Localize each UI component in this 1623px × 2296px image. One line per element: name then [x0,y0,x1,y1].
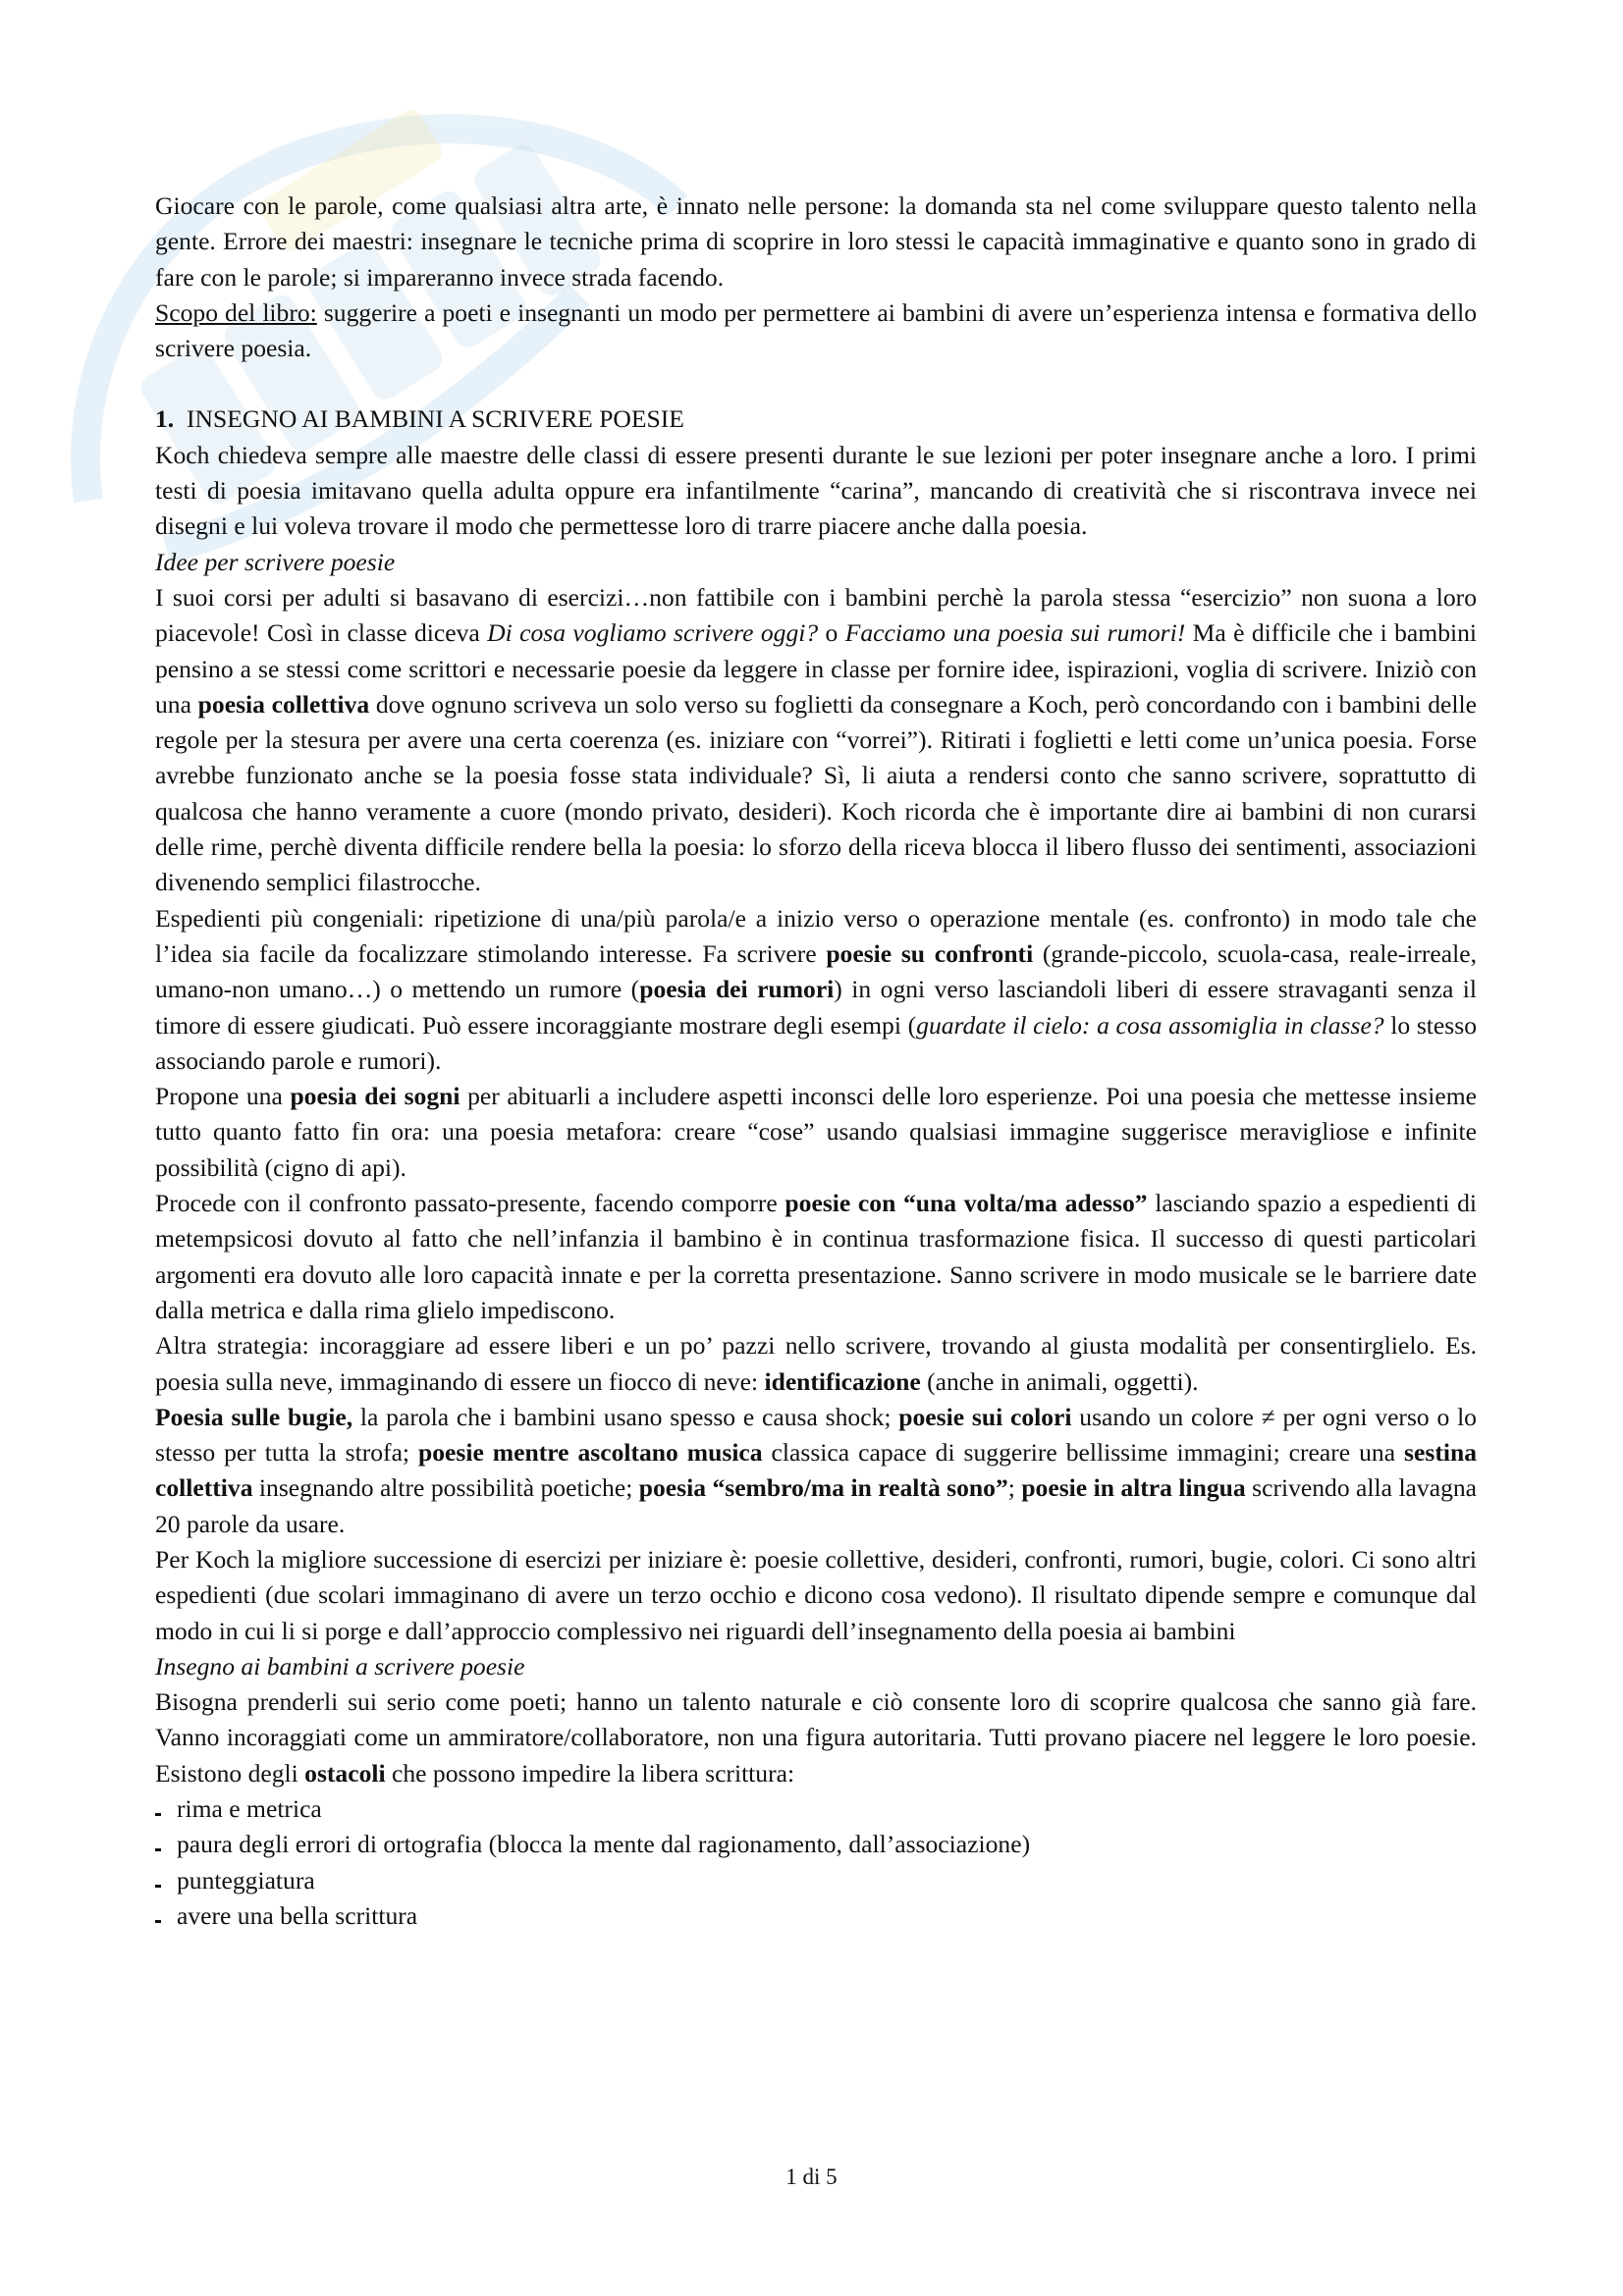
text-run: (anche in animali, oggetti). [920,1366,1199,1396]
bold-run: poesia collettiva [197,689,370,719]
italic-run: guardate il cielo: a cosa assomiglia in classe? [916,1010,1384,1040]
subheading-ideas: Idee per scrivere poesie [155,547,396,576]
paragraph-9 [155,1684,1477,1791]
list-item: rima e metrica [155,1791,1477,1827]
text-run: per abituarli a includere aspetti inconsci delle loro esperienze. Poi una poesia che mettesse insieme tutto quanto fatto fin ora: una poesia metafora: creare “cose” usando qualsiasi immagine suggerisce meravigliose e infinite possibilità (cigno di api). [155,1082,1477,1182]
italic-run: Di cosa vogliamo scrivere oggi? [487,618,819,648]
text-run: o [818,618,845,648]
paragraph-7 [155,1400,1477,1542]
bold-run: poesie sui colori [898,1402,1072,1431]
intro-paragraph: Giocare con le parole, come qualsiasi altra arte, è innato nelle persone: la domanda sta nel come sviluppare questo talento nella gente. Errore dei maestri: insegnare le tecniche prima di scoprire in loro stessi le capacità immaginative e quanto sono in grado di fare con le parole; si impareranno invece strada facendo. [155,191,1477,292]
text-run: Altra strategia: incoraggiare ad essere liberi e un po’ pazzi nello scrivere, trovando al giusta modalità per consentirglielo. Es. poesia sulla neve, immaginando di essere un fiocco di neve: [155,1331,1477,1396]
bold-run: poesie con “una volta/ma adesso” [784,1189,1148,1218]
text-run: dove ognuno scriveva un solo verso su foglietti da consegnare a Koch, però concordando con i bambini delle regole per la stesura per avere una certa coerenza (es. iniziare con “vorrei”). Ritirati i foglietti e letti come un’unica poesia. Forse avrebbe funzionato anche se la poesia fosse stata individuale? Sì, li aiuta a rendersi conto che sanno scrivere, soprattutto di qualcosa che hanno veramente a cuore (mondo privato, desideri). Koch ricorda che è importante dire ai bambini di non curarsi delle rime, perchè diventa difficile rendere bella la poesia: lo sforzo della riceva blocca il libero flusso dei sentimenti, associazioni divenendo semplici filastrocche. [155,689,1477,897]
section-title: INSEGNO AI BAMBINI A SCRIVERE POESIE [174,404,684,434]
paragraph-5 [155,1186,1477,1328]
italic-run: Facciamo una poesia sui rumori! [844,618,1186,648]
bold-run: sestina collettiva [155,1438,1477,1503]
text-run: (grande-piccolo, scuola-casa, reale-irreale, umano-non umano…) o mettendo un rumore ( [155,938,1477,1004]
section-heading [155,401,1477,437]
text-run: I suoi corsi per adulti si basavano di esercizi…non fattibile con i bambini perchè la parola stessa “esercizio” non suona a loro piacevole! Così in classe diceva [155,582,1477,648]
paragraph-3 [155,901,1477,1079]
bold-run: poesia dei rumori [639,975,835,1004]
text-run: Propone una [155,1082,291,1111]
text-run: usando un colore ≠ per ogni verso o lo stesso per tutta la strofa; [155,1402,1477,1468]
bold-run: ostacoli [304,1758,386,1788]
paragraph-8: Per Koch la migliore successione di esercizi per iniziare è: poesie collettive, desideri, confronti, rumori, bugie, colori. Ci sono altri espedienti (due scolari immaginano di avere un terzo occhio e dicono cosa vedono). Il risultato dipende sempre e comunque dal modo in cui li si porge e dall’approccio complessivo nei riguardi dell’insegnamento della poesia ai bambini [155,1544,1477,1645]
text-run: lo stesso associando parole e rumori). [155,1010,1477,1075]
text-run: Espedienti più congeniali: ripetizione di una/più parola/e a inizio verso o operazione mentale (es. confronto) in modo tale che l’idea sia facile da focalizzare stimolando interesse. Fa scrivere [155,903,1477,968]
text-run: Ma è difficile che i bambini pensino a se stessi come scrittori e necessarie poesie da leggere in classe per fornire idee, ispirazioni, voglia di scrivere. Iniziò con una [155,618,1478,719]
text-run: ) in ogni verso lasciandoli liberi di essere stravaganti senza il timore di essere giudicati. Può essere incoraggiante mostrare degli esempi ( [155,975,1477,1040]
bold-run: poesie su confronti [826,938,1034,968]
scope-text: suggerire a poeti e insegnanti un modo per permettere ai bambini di avere un’esperienza intensa e formativa dello scrivere poesia. [155,297,1477,363]
section-number: 1. [155,404,175,434]
bold-run: identificazione [764,1366,921,1396]
paragraph-2 [155,580,1477,901]
text-run: Procede con il confronto passato-presente, facendo comporre [155,1189,785,1218]
text-run: lasciando spazio a espedienti di metempsicosi dovuto al fatto che nell’infanzia il bambino è in continua trasformazione fisica. Il successo di questi particolari argomenti era dovuto alle loro capacità innate e per la corretta presentazione. Sanno scrivere in modo musicale se le barriere date dalla metrica e dalla rima glielo impediscono. [155,1189,1478,1324]
text-run: classica capace di suggerire bellissime immagini; creare una [762,1438,1405,1468]
list-item: paura degli errori di ortografia (blocca la mente dal ragionamento, dall’associazione) [155,1827,1477,1862]
text-run: la parola che i bambini usano spesso e causa shock; [352,1402,899,1431]
text-run: insegnando altre possibilità poetiche; [252,1473,639,1503]
list-item: punteggiatura [155,1863,1477,1898]
scope-paragraph [155,295,1477,367]
list-item: avere una bella scrittura [155,1898,1477,1934]
obstacles-list [155,1791,1477,1934]
bold-run: poesia “sembro/ma in realtà sono” [638,1473,1008,1503]
text-run: che possono impedire la libera scrittura: [385,1758,795,1788]
spacer [155,366,1477,401]
paragraph-4 [155,1079,1477,1186]
bold-run: poesia dei sogni [290,1082,460,1111]
subheading-teaching: Insegno ai bambini a scrivere poesie [155,1651,525,1681]
page-number: 1 di 5 [785,2164,838,2189]
paragraph-1: Koch chiedeva sempre alle maestre delle classi di essere presenti durante le sue lezioni per poter insegnare anche a loro. I primi testi di poesia imitavano quella adulta oppure era infantilmente “carina”, mancando di creatività che si riscontrava invece nei disegni e lui voleva trovare il modo che permettesse loro di trarre piacere anche dalla poesia. [155,440,1477,541]
bold-run: poesie in altra lingua [1021,1473,1246,1503]
bold-run: poesie mentre ascoltano musica [418,1438,763,1468]
text-run: scrivendo alla lavagna 20 parole da usare. [155,1473,1478,1538]
document-page [155,188,1477,1934]
text-run: Bisogna prenderli sui serio come poeti; hanno un talento naturale e ciò consente loro di scoprire qualcosa che sanno già fare. Vanno incoraggiati come un ammiratore/collaboratore, non una figura autoritaria. Tutti provano piacere nel leggere le loro poesie. Esistono degli [155,1687,1477,1788]
paragraph-6 [155,1328,1477,1400]
scope-label: Scopo del libro: [155,297,317,327]
text-run: ; [1007,1473,1022,1503]
bold-run: Poesia sulle bugie, [155,1402,353,1431]
